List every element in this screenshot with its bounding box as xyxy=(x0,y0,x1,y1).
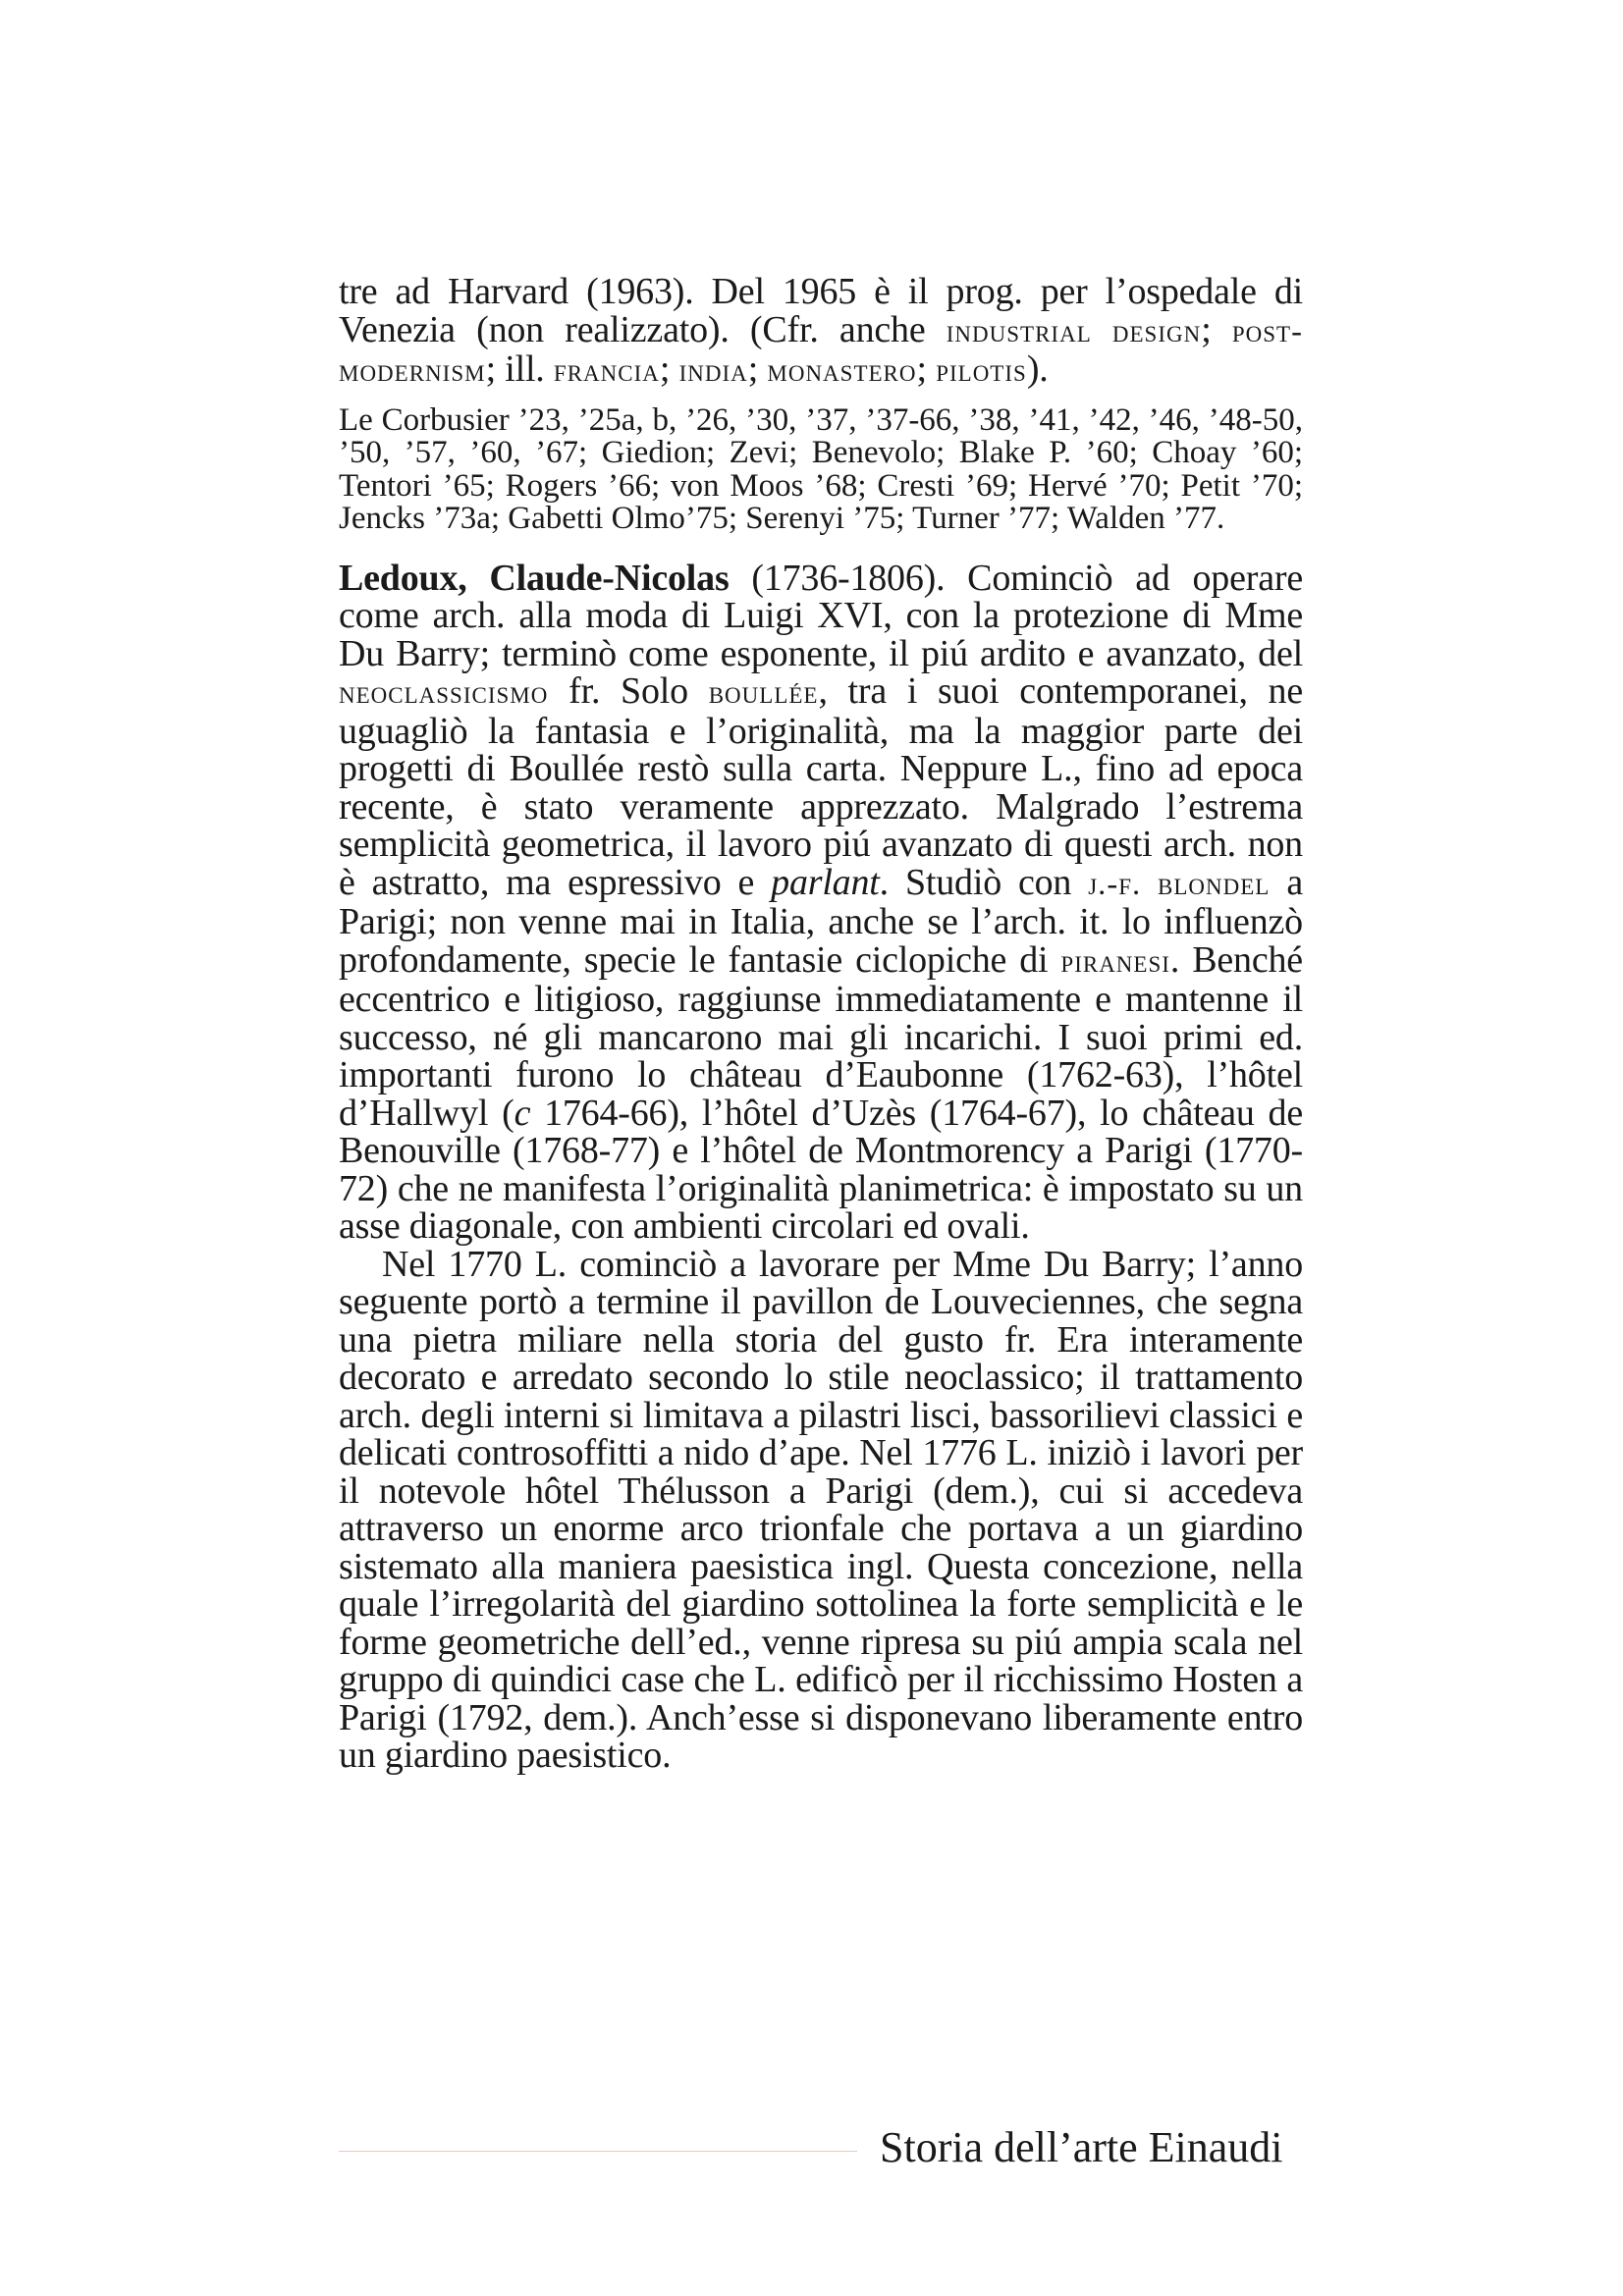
italic-term-parlant: parlant xyxy=(771,861,880,903)
cross-reference-india[interactable]: india xyxy=(678,353,748,389)
cross-reference-piranesi[interactable]: piranesi xyxy=(1060,943,1170,980)
entry-headword: Ledoux, Claude-Nicolas xyxy=(339,557,730,599)
entry-ledoux-paragraph-2: Nel 1770 L. cominciò a lavorare per Mme Du Barry; l’anno seguente portò a termine il pavillon de Louveciennes, che segna una pietra miliare nella storia del gusto fr. Era interamente decorato e arredato secondo lo stile neoclassico; il trattamento arch. degli interni si limitava a pilastri lisci, bassorilievi classici e delicati controsoffitti a nido d’ape. Nel 1776 L. iniziò i lavori per il notevole hôtel Thélusson a Parigi (dem.), cui si accedeva attraverso un enorme arco trionfale che portava a un giardino sistemato alla maniera paesistica ingl. Questa concezione, nella quale l’irregolarità del giardino sottolinea la forte semplicità e le forme geometriche dell’ed., venne ripresa su piú ampia scala nel gruppo di quindici case che L. edificò per il ricchissimo Hosten a Parigi (1792, dem.). Anch’esse si disponevano liberamente entro un giardino paesistico. xyxy=(339,1243,1303,1776)
text-run: a Parigi; non venne mai in Italia, anche se l’arch. it. lo influenzò profondamente, specie le fantasie ciclopiche di xyxy=(339,861,1304,981)
text-run: , tra i suoi contemporanei, ne uguagliò la fantasia e l’originalità, ma la maggior parte dei progetti di Boullée restò sulla carta. Neppure L., fino ad epoca recente, è stato veramente apprezzato. Malgrado l’estrema semplicità geometrica, il lavoro piú avanzato di questi arch. non è astratto, ma espressivo e xyxy=(339,670,1304,903)
cross-reference-monastero[interactable]: monastero xyxy=(767,353,917,389)
footer-series-title: Storia dell’arte Einaudi xyxy=(880,2123,1283,2171)
cross-reference-post-modernism[interactable]: post-modernism xyxy=(339,313,1303,389)
previous-entry-continuation xyxy=(339,273,1303,391)
text-column xyxy=(339,273,1303,1775)
text-run: ; ill. xyxy=(485,348,554,390)
cross-reference-boullee[interactable]: boullée xyxy=(708,675,819,711)
footer-rule xyxy=(339,2151,857,2152)
text-run: . Benché eccentrico e litigioso, raggiunse immediatamente e mantenne il successo, né gli mancarono mai gli incarichi. I suoi primi ed. importanti furono lo château d’Eaubonne (1762-63), l’hôtel d’Hallwyl ( xyxy=(339,938,1303,1134)
text-run: ; xyxy=(916,348,937,390)
text-run: ; xyxy=(1201,308,1232,350)
cross-reference-pilotis[interactable]: pilotis xyxy=(936,353,1027,389)
cross-reference-industrial-design[interactable]: industrial design xyxy=(946,313,1202,349)
text-run: (1736-1806). Cominciò ad operare come arch. alla moda di Luigi XVI, con la protezione di Mme Du Barry; terminò come esponente, il piú ardito e avanzato, del xyxy=(339,557,1303,674)
bibliography: Le Corbusier ’23, ’25a, b, ’26, ’30, ’37, ’37-66, ’38, ’41, ’42, ’46, ’48-50, ’50, ’57, ’60, ’67; Giedion; Zevi; Benevolo; Blake P. ’60; Choay ’60; Tentori ’65; Rogers ’66; von Moos ’68; Cresti ’69; Hervé ’70; Petit ’70; Jencks ’73a; Gabetti Olmo’75; Serenyi ’75; Turner ’77; Walden ’77. xyxy=(339,401,1303,536)
text-run: fr. Solo xyxy=(548,670,709,712)
entry-ledoux-paragraph-1 xyxy=(339,557,1304,1247)
text-run: ; xyxy=(747,348,768,390)
italic-circa: c xyxy=(514,1092,531,1134)
cross-reference-blondel[interactable]: j.-f. blondel xyxy=(1088,866,1271,902)
cross-reference-francia[interactable]: francia xyxy=(553,353,660,389)
cross-reference-neoclassicismo[interactable]: neoclassicismo xyxy=(339,675,549,711)
text-run: tre ad Harvard (1963). Del 1965 è il prog. per l’ospedale di Venezia (non realizzato). (Cfr. anche xyxy=(339,271,1303,350)
text-run: ). xyxy=(1026,348,1049,390)
text-run: . Studiò con xyxy=(879,861,1089,903)
text-run: ; xyxy=(659,348,679,390)
text-run: 1764-66), l’hôtel d’Uzès (1764-67), lo château de Benouville (1768-77) e l’hôtel de Montmorency a Parigi (1770-72) che ne manifesta l’originalità planimetrica: è impostato su un asse diagonale, con ambienti circolari ed ovali. xyxy=(339,1092,1303,1247)
